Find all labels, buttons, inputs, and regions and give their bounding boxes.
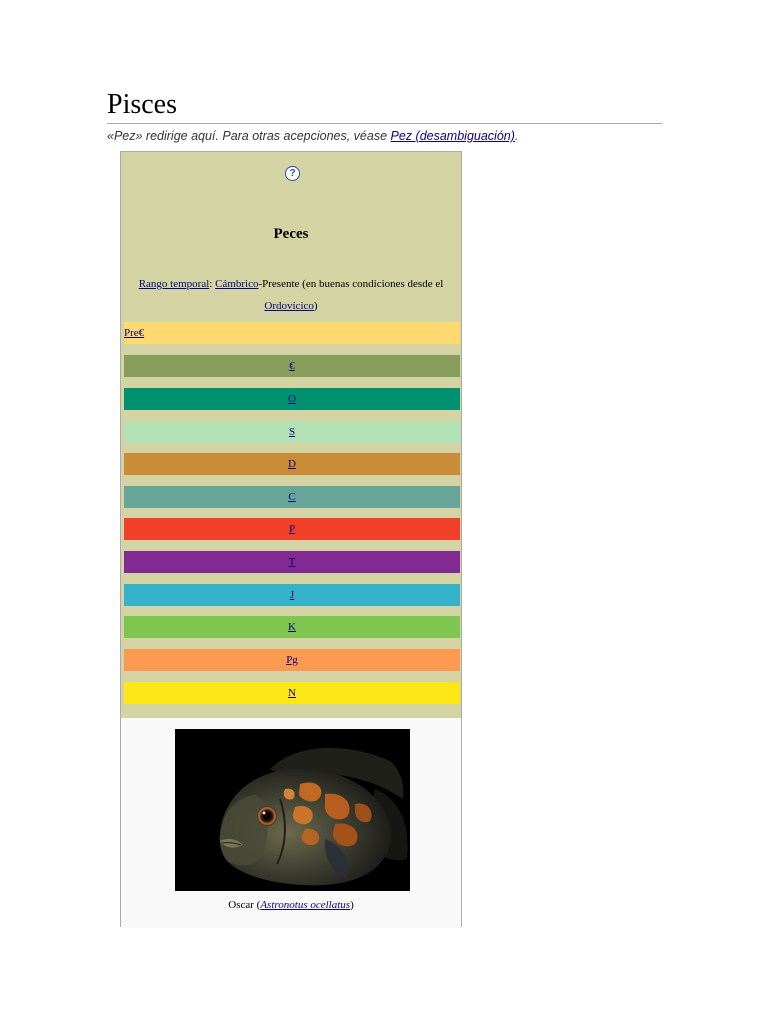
period-bar-carboniferous	[124, 486, 460, 508]
temporal-middle-text: -Presente (en buenas condiciones desde el	[258, 278, 444, 290]
period-link-permian[interactable]: P	[288, 523, 296, 535]
period-link-ordovician[interactable]: O	[288, 393, 296, 405]
photo-caption	[121, 896, 461, 914]
period-bar-silurian	[124, 421, 460, 443]
period-bar-cambrian	[124, 355, 460, 377]
period-link-silurian[interactable]: S	[288, 426, 296, 438]
period-link-cretaceous[interactable]: K	[288, 621, 296, 633]
period-bar-triassic	[124, 551, 460, 573]
oscar-fish-photo[interactable]	[175, 729, 410, 891]
fish-illustration	[175, 729, 410, 891]
temporal-separator: :	[209, 278, 216, 290]
period-link-triassic[interactable]: T	[288, 556, 296, 568]
hatnote	[107, 127, 518, 145]
help-question-icon[interactable]: ?	[285, 166, 300, 181]
period-bar-cretaceous	[124, 616, 460, 638]
period-bar-neogene	[124, 682, 460, 704]
temporal-suffix: )	[313, 300, 318, 312]
taxon-name: Peces	[273, 226, 309, 242]
cambrian-link[interactable]: Cámbrico	[215, 278, 259, 290]
period-bar-permian	[124, 518, 460, 540]
caption-prefix: Oscar (	[228, 899, 261, 911]
caption-suffix: )	[350, 899, 354, 911]
period-bar-jurassic	[124, 584, 460, 606]
disambiguation-link[interactable]: Pez (desambiguación)	[390, 129, 515, 143]
temporal-range-link[interactable]: Rango temporal	[138, 278, 210, 290]
period-bar-precambrian	[124, 322, 460, 344]
period-bar-devonian	[124, 453, 460, 475]
period-link-cambrian[interactable]: €	[289, 360, 295, 372]
photo-section	[121, 718, 461, 928]
period-link-devonian[interactable]: D	[288, 458, 296, 470]
taxobox	[120, 151, 462, 927]
title-divider	[107, 123, 662, 124]
hatnote-text: «Pez» redirige aquí. Para otras acepciones, véase	[107, 129, 391, 143]
period-link-jurassic[interactable]: J	[289, 589, 295, 601]
species-link[interactable]: Astronotus ocellatus	[260, 899, 351, 911]
period-link-precambrian[interactable]: Pre€	[124, 327, 145, 339]
taxobox-header	[121, 152, 461, 718]
period-link-paleogene[interactable]: Pg	[286, 654, 298, 666]
temporal-range	[135, 273, 447, 317]
page-title: Pisces	[107, 89, 177, 120]
period-link-neogene[interactable]: N	[288, 687, 296, 699]
ordovician-link[interactable]: Ordovícico	[264, 300, 314, 312]
period-link-carboniferous[interactable]: C	[288, 491, 296, 503]
period-bar-paleogene	[124, 649, 460, 671]
period-bar-ordovician	[124, 388, 460, 410]
hatnote-suffix: .	[514, 129, 519, 143]
